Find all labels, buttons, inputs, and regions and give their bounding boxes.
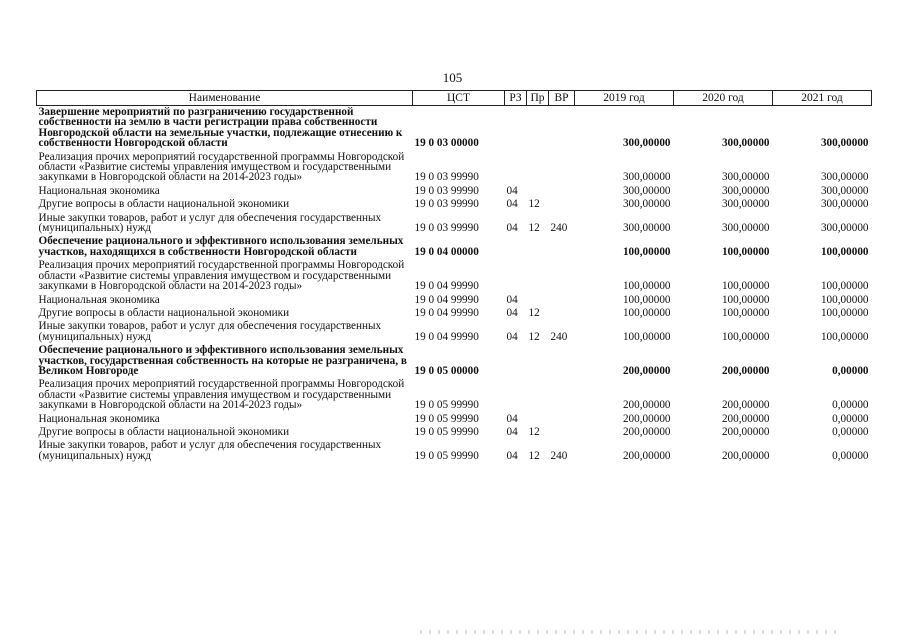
cell-cst: 19 0 03 99990 xyxy=(414,198,479,211)
table-row xyxy=(37,235,872,259)
cell-y2019: 200,00000 xyxy=(622,449,671,462)
header-vr: ВР xyxy=(549,91,575,106)
cell-cst: 19 0 05 99990 xyxy=(414,425,479,438)
cell-y2020: 200,00000 xyxy=(721,425,770,438)
cell-rz: 04 xyxy=(506,412,518,425)
table-row xyxy=(37,151,872,185)
cell-y2021: 0,00000 xyxy=(832,449,869,462)
cell-name: Завершение мероприятий по разграничению государственной собственности на землю в части регистрации права собственности Новгородской области на земельные участки, подлежащие отнесению к собственности Новгородской области xyxy=(38,106,403,150)
cell-vr xyxy=(549,378,575,412)
cell-y2020: 100,00000 xyxy=(721,330,770,343)
header-row xyxy=(37,91,872,106)
cell-cst: 19 0 03 99990 xyxy=(414,171,479,184)
cell-y2019: 100,00000 xyxy=(622,280,671,293)
table-row xyxy=(37,294,872,307)
cell-vr xyxy=(549,294,575,307)
cell-pr xyxy=(527,106,549,151)
cell-pr xyxy=(527,344,549,378)
cell-rz: 04 xyxy=(506,293,518,306)
cell-y2021: 0,00000 xyxy=(832,364,869,377)
cell-vr xyxy=(549,185,575,198)
cell-y2020: 300,00000 xyxy=(721,222,770,235)
cell-y2019: 100,00000 xyxy=(622,245,671,258)
scan-artifact xyxy=(420,630,840,634)
cell-y2021: 300,00000 xyxy=(820,171,869,184)
cell-y2019: 300,00000 xyxy=(622,171,671,184)
cell-y2019: 100,00000 xyxy=(622,306,671,319)
cell-rz: 04 xyxy=(506,449,518,462)
cell-pr xyxy=(527,235,549,259)
header-name: Наименование xyxy=(37,91,413,106)
cell-pr: 12 xyxy=(528,306,540,319)
cell-vr: 240 xyxy=(550,222,568,235)
cell-y2021: 0,00000 xyxy=(832,425,869,438)
header-2019: 2019 год xyxy=(575,91,674,106)
cell-y2019: 300,00000 xyxy=(622,198,671,211)
cell-y2020: 200,00000 xyxy=(721,364,770,377)
cell-vr xyxy=(549,344,575,378)
cell-rz xyxy=(505,106,527,151)
cell-pr: 12 xyxy=(528,330,540,343)
table-row xyxy=(37,320,872,344)
cell-name: Другие вопросы в области национальной экономики xyxy=(38,198,290,211)
cell-vr xyxy=(549,413,575,426)
cell-cst: 19 0 04 99990 xyxy=(414,280,479,293)
cell-name: Другие вопросы в области национальной экономики xyxy=(38,425,290,438)
cell-rz xyxy=(505,235,527,259)
cell-vr xyxy=(549,426,575,439)
cell-pr xyxy=(527,294,549,307)
cell-vr xyxy=(549,307,575,320)
cell-cst: 19 0 05 99990 xyxy=(414,399,479,412)
cell-y2019: 300,00000 xyxy=(622,222,671,235)
cell-y2020: 200,00000 xyxy=(721,449,770,462)
cell-y2021: 300,00000 xyxy=(820,184,869,197)
cell-pr: 12 xyxy=(528,449,540,462)
cell-rz: 04 xyxy=(506,306,518,319)
cell-y2021: 100,00000 xyxy=(820,330,869,343)
cell-y2019: 200,00000 xyxy=(622,399,671,412)
cell-rz: 04 xyxy=(506,184,518,197)
table-row xyxy=(37,413,872,426)
cell-y2021: 100,00000 xyxy=(820,280,869,293)
header-pr: Пр xyxy=(527,91,549,106)
cell-y2019: 300,00000 xyxy=(622,137,671,150)
cell-y2021: 0,00000 xyxy=(832,412,869,425)
table-row xyxy=(37,378,872,412)
cell-y2020: 100,00000 xyxy=(721,280,770,293)
cell-name: Иные закупки товаров, работ и услуг для обеспечения государственных (муниципальных) нужд xyxy=(38,211,382,235)
table-row xyxy=(37,307,872,320)
cell-name: Национальная экономика xyxy=(38,184,160,197)
cell-cst: 19 0 04 99990 xyxy=(414,293,479,306)
cell-rz: 04 xyxy=(506,330,518,343)
cell-name: Иные закупки товаров, работ и услуг для обеспечения государственных (муниципальных) нужд xyxy=(38,439,382,462)
cell-vr: 240 xyxy=(550,330,568,343)
cell-cst: 19 0 04 99990 xyxy=(414,306,479,319)
cell-pr xyxy=(527,185,549,198)
cell-y2019: 200,00000 xyxy=(622,364,671,377)
cell-pr xyxy=(527,151,549,185)
cell-name: Национальная экономика xyxy=(38,412,160,425)
cell-y2020: 100,00000 xyxy=(721,306,770,319)
cell-rz: 04 xyxy=(506,222,518,235)
cell-pr xyxy=(527,413,549,426)
cell-y2021: 0,00000 xyxy=(832,399,869,412)
cell-rz xyxy=(505,344,527,378)
cell-cst: 19 0 03 99990 xyxy=(414,222,479,235)
cell-y2019: 200,00000 xyxy=(622,412,671,425)
cell-name: Другие вопросы в области национальной экономики xyxy=(38,306,290,319)
cell-cst: 19 0 04 99990 xyxy=(414,330,479,343)
cell-name: Национальная экономика xyxy=(38,293,160,306)
table-body xyxy=(37,106,872,464)
cell-rz: 04 xyxy=(506,425,518,438)
cell-pr: 12 xyxy=(528,425,540,438)
cell-vr xyxy=(549,198,575,211)
cell-name: Реализация прочих мероприятий государственной программы Новгородской области «Развитие системы управления имуществом и государственными закупками в Новгородской области на 2014-2023 годы» xyxy=(38,259,405,293)
cell-pr: 12 xyxy=(528,222,540,235)
cell-cst: 19 0 03 00000 xyxy=(414,137,479,150)
cell-y2021: 300,00000 xyxy=(820,222,869,235)
cell-y2021: 300,00000 xyxy=(820,198,869,211)
page-number: 105 xyxy=(442,70,463,85)
table-row xyxy=(37,185,872,198)
cell-pr xyxy=(527,259,549,293)
cell-y2020: 200,00000 xyxy=(721,412,770,425)
cell-y2021: 100,00000 xyxy=(820,306,869,319)
cell-y2019: 200,00000 xyxy=(622,425,671,438)
table-row xyxy=(37,106,872,151)
cell-y2020: 300,00000 xyxy=(721,137,770,150)
table-row xyxy=(37,426,872,439)
cell-rz: 04 xyxy=(506,198,518,211)
budget-table xyxy=(36,90,872,463)
cell-pr xyxy=(527,378,549,412)
cell-y2020: 200,00000 xyxy=(721,399,770,412)
table-row xyxy=(37,259,872,293)
cell-vr xyxy=(549,259,575,293)
cell-y2020: 300,00000 xyxy=(721,184,770,197)
cell-name: Обеспечение рационального и эффективного использования земельных участков, находящихся в собственности Новгородской области xyxy=(38,235,404,258)
header-cst: ЦСТ xyxy=(413,91,505,106)
cell-y2019: 100,00000 xyxy=(622,330,671,343)
table-row xyxy=(37,344,872,378)
cell-pr: 12 xyxy=(528,198,540,211)
cell-rz xyxy=(505,151,527,185)
cell-y2020: 100,00000 xyxy=(721,293,770,306)
cell-cst: 19 0 05 99990 xyxy=(414,449,479,462)
cell-y2021: 100,00000 xyxy=(820,293,869,306)
cell-y2021: 100,00000 xyxy=(820,245,869,258)
cell-cst: 19 0 05 00000 xyxy=(414,364,479,377)
cell-vr xyxy=(549,235,575,259)
cell-vr xyxy=(549,106,575,151)
table-row xyxy=(37,439,872,463)
cell-cst: 19 0 05 99990 xyxy=(414,412,479,425)
header-2021: 2021 год xyxy=(773,91,872,106)
cell-rz xyxy=(505,259,527,293)
cell-y2020: 300,00000 xyxy=(721,198,770,211)
cell-name: Обеспечение рационального и эффективного использования земельных участков, государственная собственность на которые не разграничена, в Великом Новгороде xyxy=(38,344,407,377)
table-header xyxy=(37,91,872,106)
cell-vr xyxy=(549,151,575,185)
cell-y2020: 300,00000 xyxy=(721,171,770,184)
cell-cst: 19 0 04 00000 xyxy=(414,245,479,258)
cell-name: Реализация прочих мероприятий государственной программы Новгородской области «Развитие системы управления имуществом и государственными закупками в Новгородской области на 2014-2023 годы» xyxy=(38,150,405,184)
cell-y2020: 100,00000 xyxy=(721,245,770,258)
table-row xyxy=(37,198,872,211)
table-row xyxy=(37,212,872,236)
header-rz: РЗ xyxy=(505,91,527,106)
cell-y2021: 300,00000 xyxy=(820,137,869,150)
cell-rz xyxy=(505,378,527,412)
cell-cst: 19 0 03 99990 xyxy=(414,184,479,197)
cell-vr: 240 xyxy=(550,449,568,462)
cell-name: Реализация прочих мероприятий государственной программы Новгородской области «Развитие системы управления имуществом и государственными закупками в Новгородской области на 2014-2023 годы» xyxy=(38,378,405,412)
cell-y2019: 300,00000 xyxy=(622,184,671,197)
header-2020: 2020 год xyxy=(674,91,773,106)
cell-name: Иные закупки товаров, работ и услуг для обеспечения государственных (муниципальных) нужд xyxy=(38,320,382,343)
cell-y2019: 100,00000 xyxy=(622,293,671,306)
